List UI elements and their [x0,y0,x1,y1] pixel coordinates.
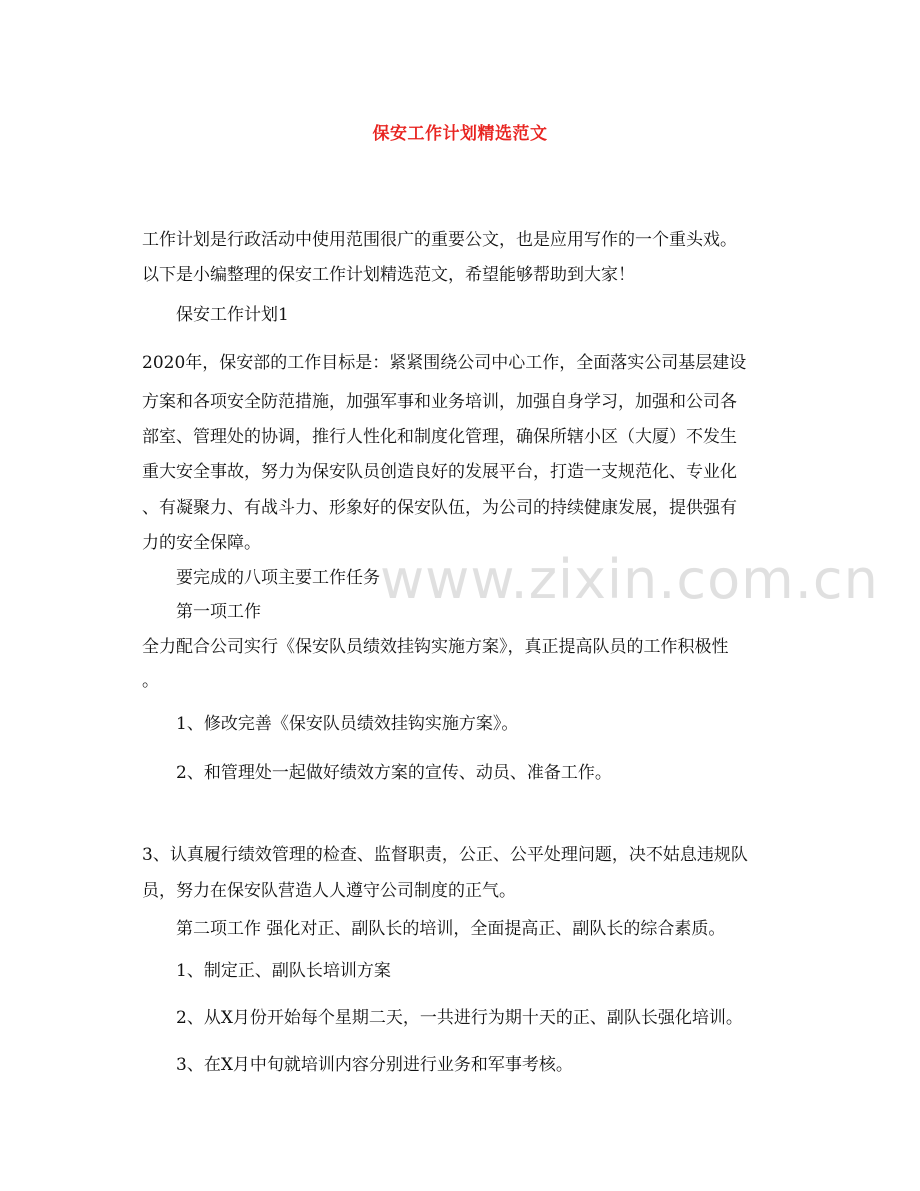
paragraph-line: 部室、管理处的协调，推行人性化和制度化管理，确保所辖小区（大厦）不发生 [142,427,737,447]
section-heading: 保安工作计划1 [176,305,289,325]
list-item: 1、制定正、副队长培训方案 [176,961,391,981]
list-item: 2、和管理处一起做好绩效方案的宣传、动员、准备工作。 [176,763,612,783]
paragraph-line: 力的安全保障。 [142,533,261,553]
paragraph-line: 全力配合公司实行《保安队员绩效挂钩实施方案》，真正提高队员的工作积极性 [142,637,729,657]
section-heading: 第二项工作 强化对正、副队长的培训，全面提高正、副队长的综合素质。 [176,919,726,939]
paragraph-line: 工作计划是行政活动中使用范围很广的重要公文，也是应用写作的一个重头戏。 [142,230,737,250]
list-item: 3、认真履行绩效管理的检查、监督职责，公正、公平处理问题，决不姑息违规队 [142,845,748,865]
document-title: 保安工作计划精选范文 [372,124,548,144]
section-heading: 第一项工作 [176,602,261,622]
paragraph-line: 、有凝聚力、有战斗力、形象好的保安队伍，为公司的持续健康发展，提供强有 [142,498,737,518]
paragraph-line: 重大安全事故，努力为保安队员创造良好的发展平台，打造一支规范化、专业化 [142,462,737,482]
paragraph-line: 。 [142,671,159,691]
list-item: 1、修改完善《保安队员绩效挂钩实施方案》。 [176,714,519,734]
paragraph-line: 方案和各项安全防范措施，加强军事和业务培训，加强自身学习，加强和公司各 [142,392,737,412]
list-item: 2、从X月份开始每个星期二天，一共进行为期十天的正、副队长强化培训。 [176,1008,743,1028]
list-item: 3、在X月中旬就培训内容分别进行业务和军事考核。 [176,1055,573,1075]
paragraph-line: 员，努力在保安队营造人人遵守公司制度的正气。 [142,881,516,901]
paragraph-line: 2020年，保安部的工作目标是：紧紧围绕公司中心工作，全面落实公司基层建设 [142,353,747,373]
paragraph-line: 以下是小编整理的保安工作计划精选范文，希望能够帮助到大家！ [142,265,635,285]
watermark-text: www.zixin.com.cn [380,548,879,611]
section-heading: 要完成的八项主要工作任务 [176,568,380,588]
